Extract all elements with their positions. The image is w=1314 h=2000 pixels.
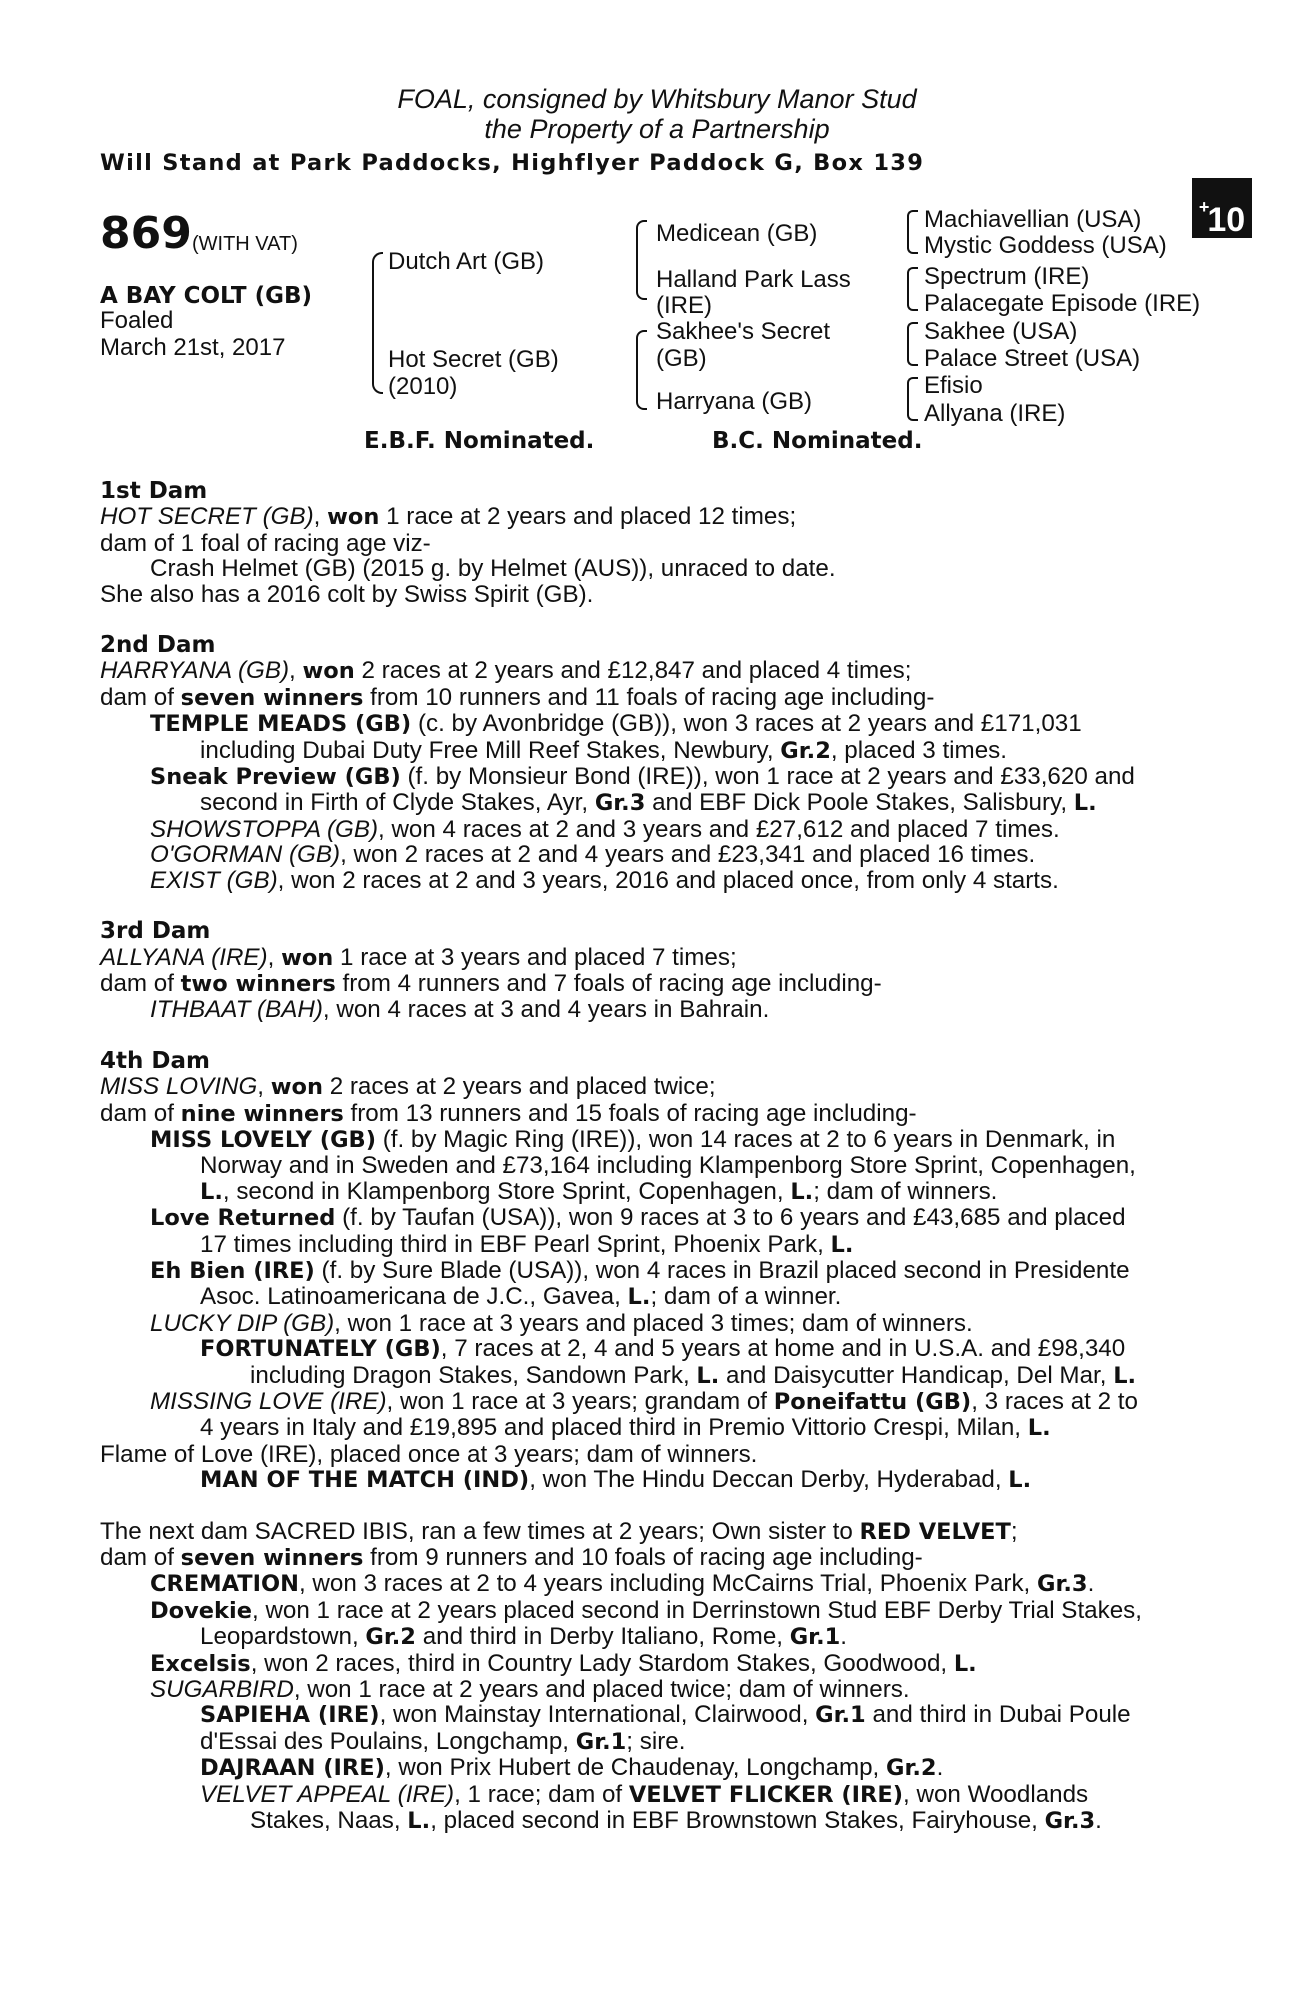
pedigree-g1: Machiavellian (USA) [924,206,1142,233]
pedigree-sire-sire: Medicean (GB) [656,220,818,247]
progeny-miss-lovely: MISS LOVELY (GB) (f. by Magic Ring (IRE)), won 14 races at 2 to 6 years in Denmark, in [150,1125,1116,1153]
progeny-velvet-appeal: VELVET APPEAL (IRE), 1 race; dam of VELVET FLICKER (IRE), won Woodlands [200,1780,1089,1808]
progeny-miss-lovely-cont1: Norway and in Sweden and £73,164 including Klampenborg Store Sprint, Copenhagen, [200,1152,1136,1180]
fourth-dam-produce: dam of nine winners from 13 runners and 15 foals of racing age including- [100,1099,917,1127]
pedigree-g3: Spectrum (IRE) [924,263,1090,290]
progeny-exist: EXIST (GB), won 2 races at 2 and 3 years, 2016 and placed once, from only 4 starts. [150,866,1059,894]
fourth-dam-record: MISS LOVING, won 2 races at 2 years and placed twice; [100,1073,716,1101]
pedigree-sire-dam: Halland Park Lass [656,266,851,293]
progeny-sapieha: SAPIEHA (IRE), won Mainstay International, Clairwood, Gr.1 and third in Dubai Poule [200,1701,1131,1729]
stand-location: Will Stand at Park Paddocks, Highflyer Paddock G, Box 139 [100,150,925,176]
second-dam-heading: 2nd Dam [100,632,216,659]
foaled-label: Foaled [100,307,174,334]
pedigree-g8: Allyana (IRE) [924,400,1066,427]
third-dam-record: ALLYANA (IRE), won 1 race at 3 years and placed 7 times; [100,943,737,971]
first-dam-record: HOT SECRET (GB), won 1 race at 2 years and placed 12 times; [100,503,797,531]
pedigree-bracket-g2 [907,267,918,311]
pedigree-dam-dam: Harryana (GB) [656,388,813,415]
consignor-line: FOAL, consigned by Whitsbury Manor Stud [397,84,917,114]
progeny-cremation: CREMATION, won 3 races at 2 to 4 years including McCairns Trial, Phoenix Park, Gr.3. [150,1570,1095,1598]
third-dam-heading: 3rd Dam [100,918,211,945]
progeny-dovekie: Dovekie, won 1 race at 2 years placed second in Derrinstown Stud EBF Derby Trial Stakes, [150,1596,1142,1624]
progeny-lucky-dip: LUCKY DIP (GB), won 1 race at 3 years and placed 3 times; dam of winners. [150,1309,973,1337]
pedigree-dam-sire: Sakhee's Secret [656,318,831,345]
progeny-sapieha-cont: d'Essai des Poulains, Longchamp, Gr.1; sire. [200,1727,686,1755]
pedigree-dam: Hot Secret (GB) [388,346,559,373]
first-dam-produce: dam of 1 foal of racing age viz- [100,529,431,557]
next-dam-intro: The next dam SACRED IBIS, ran a few times at 2 years; Own sister to RED VELVET; [100,1517,1018,1545]
third-dam-produce: dam of two winners from 4 runners and 7 foals of racing age including- [100,969,882,997]
progeny-dovekie-cont: Leopardstown, Gr.2 and third in Derby Italiano, Rome, Gr.1. [200,1623,848,1651]
dam-history [100,478,1250,1835]
progeny-love-returned: Love Returned (f. by Taufan (USA)), won 9 races at 3 to 6 years and £43,685 and placed [150,1204,1126,1232]
progeny-dajraan: DAJRAAN (IRE), won Prix Hubert de Chaudenay, Longchamp, Gr.2. [200,1754,944,1782]
progeny-missing-love: MISSING LOVE (IRE), won 1 race at 3 years; grandam of Poneifattu (GB), 3 races at 2 to [150,1388,1138,1415]
progeny-man-of-the-match: MAN OF THE MATCH (IND), won The Hindu Deccan Derby, Hyderabad, L. [200,1466,1032,1494]
lot-number: 869 [100,208,192,259]
pedigree-bracket-g3 [907,322,918,366]
progeny-missing-love-cont: 4 years in Italy and £19,895 and placed third in Premio Vittorio Crespi, Milan, L. [200,1414,1051,1442]
pedigree-bracket-g1 [907,210,918,254]
progeny-eh-bien-cont: Asoc. Latinoamericana de J.C., Gavea, L.; dam of a winner. [200,1283,842,1311]
progeny-sneak-preview: Sneak Preview (GB) (f. by Monsieur Bond (IRE)), won 1 race at 2 years and £33,620 and [150,763,1135,791]
property-line: the Property of a Partnership [484,114,830,144]
progeny-sneak-preview-cont: second in Firth of Clyde Stakes, Ayr, Gr.3 and EBF Dick Poole Stakes, Salisbury, L. [200,789,1097,817]
pedigree-g4: Palacegate Episode (IRE) [924,290,1201,317]
progeny-excelsis: Excelsis, won 2 races, third in Country Lady Stardom Stakes, Goodwood, L. [150,1649,977,1677]
lot-title: A BAY COLT (GB) [100,283,313,309]
progeny-fortunately: FORTUNATELY (GB), 7 races at 2, 4 and 5 years at home and in U.S.A. and £98,340 [200,1335,1126,1363]
vat-label: (WITH VAT) [192,233,298,255]
bc-nominated: B.C. Nominated. [712,428,923,454]
first-dam-note: She also has a 2016 colt by Swiss Spirit (GB). [100,580,594,608]
second-dam-produce: dam of seven winners from 10 runners and 11 foals of racing age including- [100,683,935,711]
first-dam-foal: Crash Helmet (GB) (2015 g. by Helmet (AUS)), unraced to date. [150,555,836,583]
pedigree-bracket-g4 [907,377,918,421]
pedigree-sire-dam-country: (IRE) [656,292,712,319]
pedigree-g6: Palace Street (USA) [924,345,1141,372]
progeny-fortunately-cont: including Dragon Stakes, Sandown Park, L. and Daisycutter Handicap, Del Mar, L. [250,1361,1137,1389]
pedigree-bracket-main [372,252,383,394]
next-dam-produce: dam of seven winners from 9 runners and 10 foals of racing age including- [100,1544,923,1572]
progeny-temple-meads: TEMPLE MEADS (GB) (c. by Avonbridge (GB)), won 3 races at 2 years and £171,031 [150,710,1082,738]
foaled-date: March 21st, 2017 [100,334,286,361]
ebf-nominated: E.B.F. Nominated. [364,428,595,454]
progeny-sugarbird: SUGARBIRD, won 1 race at 2 years and placed twice; dam of winners. [150,1676,910,1704]
pedigree-g5: Sakhee (USA) [924,318,1078,345]
progeny-miss-lovely-cont2: L., second in Klampenborg Store Sprint, Copenhagen, L.; dam of winners. [200,1177,998,1205]
progeny-flame-of-love: Flame of Love (IRE), placed once at 3 years; dam of winners. [100,1440,758,1468]
progeny-ogorman: O'GORMAN (GB), won 2 races at 2 and 4 years and £23,341 and placed 16 times. [150,841,1036,869]
first-dam-heading: 1st Dam [100,478,208,504]
progeny-temple-meads-cont: including Dubai Duty Free Mill Reef Stakes, Newbury, Gr.2, placed 3 times. [200,736,1007,764]
lot-badge-icon: +10 [1192,178,1252,238]
fourth-dam-heading: 4th Dam [100,1047,210,1074]
pedigree-dam-sire-country: (GB) [656,345,707,372]
pedigree-sire: Dutch Art (GB) [388,248,545,275]
pedigree-dam-year: (2010) [388,373,458,400]
progeny-showstoppa: SHOWSTOPPA (GB), won 4 races at 2 and 3 years and £27,612 and placed 7 times. [150,815,1060,843]
progeny-eh-bien: Eh Bien (IRE) (f. by Sure Blade (USA)), won 4 races in Brazil placed second in Presidente [150,1256,1130,1284]
progeny-velvet-appeal-cont: Stakes, Naas, L., placed second in EBF Brownstown Stakes, Fairyhouse, Gr.3. [250,1807,1102,1835]
pedigree-g2: Mystic Goddess (USA) [924,232,1167,259]
progeny-ithbaat: ITHBAAT (BAH), won 4 races at 3 and 4 years in Bahrain. [150,996,770,1024]
second-dam-record: HARRYANA (GB), won 2 races at 2 years and £12,847 and placed 4 times; [100,657,912,685]
pedigree-bracket-sire [636,220,647,300]
pedigree-bracket-dam [636,330,647,410]
pedigree-g7: Efisio [924,372,983,399]
progeny-love-returned-cont: 17 times including third in EBF Pearl Sprint, Phoenix Park, L. [200,1230,854,1258]
